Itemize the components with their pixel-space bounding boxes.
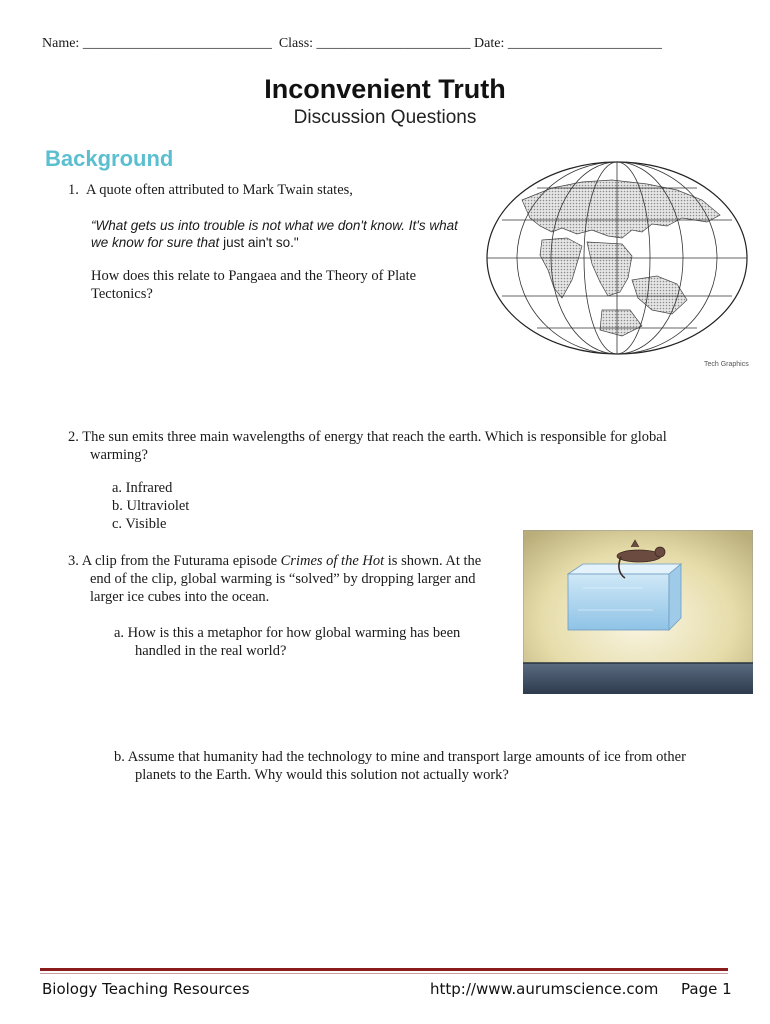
footer-url: http://www.aurumscience.com xyxy=(430,980,659,998)
globe-credit: Tech Graphics xyxy=(704,361,749,368)
q2-option-a: a. Infrared xyxy=(112,480,173,496)
q1-question-line2: Tectonics? xyxy=(91,286,153,302)
q3-line3: larger ice cubes into the ocean. xyxy=(90,589,270,605)
footer-rule-thin xyxy=(40,973,728,974)
q3b-line2: planets to the Earth. Why would this solution not actually work? xyxy=(135,767,509,783)
q1-number: 1. xyxy=(68,182,79,198)
q1-question-line1: How does this relate to Pangaea and the Theory of Plate xyxy=(91,268,417,284)
footer-page-number: Page 1 xyxy=(681,980,732,998)
student-info-header: Name: ___________________________ Class: ______________________ Date: ______________________ xyxy=(42,36,662,51)
q3a-line1: a. How is this a metaphor for how global warming has been xyxy=(114,625,461,641)
q2-option-b: b. Ultraviolet xyxy=(112,498,190,514)
q1-quote-line1: “What gets us into trouble is not what we don't know. It's what xyxy=(91,218,458,233)
footer-rule xyxy=(40,968,728,971)
section-heading-background: Background xyxy=(45,146,174,171)
futurama-ice-cube-illustration xyxy=(523,530,753,694)
q1-text: A quote often attributed to Mark Twain states, xyxy=(86,182,353,198)
q2-line2: warming? xyxy=(90,447,148,463)
page-subtitle: Discussion Questions xyxy=(293,107,477,128)
footer-left-text: Biology Teaching Resources xyxy=(42,980,250,998)
q3-line2: end of the clip, global warming is “solved” by dropping larger and xyxy=(90,571,476,587)
q3a-line2: handled in the real world? xyxy=(135,643,287,659)
q3-line1: 3. A clip from the Futurama episode Crimes of the Hot is shown. At the xyxy=(68,553,482,569)
page-title: Inconvenient Truth xyxy=(264,74,506,104)
q2-line1: 2. The sun emits three main wavelengths of energy that reach the earth. Which is responsible for global xyxy=(68,429,667,445)
q3b-line1: b. Assume that humanity had the technology to mine and transport large amounts of ice from other xyxy=(114,749,686,765)
q2-option-c: c. Visible xyxy=(112,516,167,532)
pangaea-globe-illustration xyxy=(482,160,754,372)
q1-quote-line2: we know for sure that just ain't so." xyxy=(91,235,299,250)
